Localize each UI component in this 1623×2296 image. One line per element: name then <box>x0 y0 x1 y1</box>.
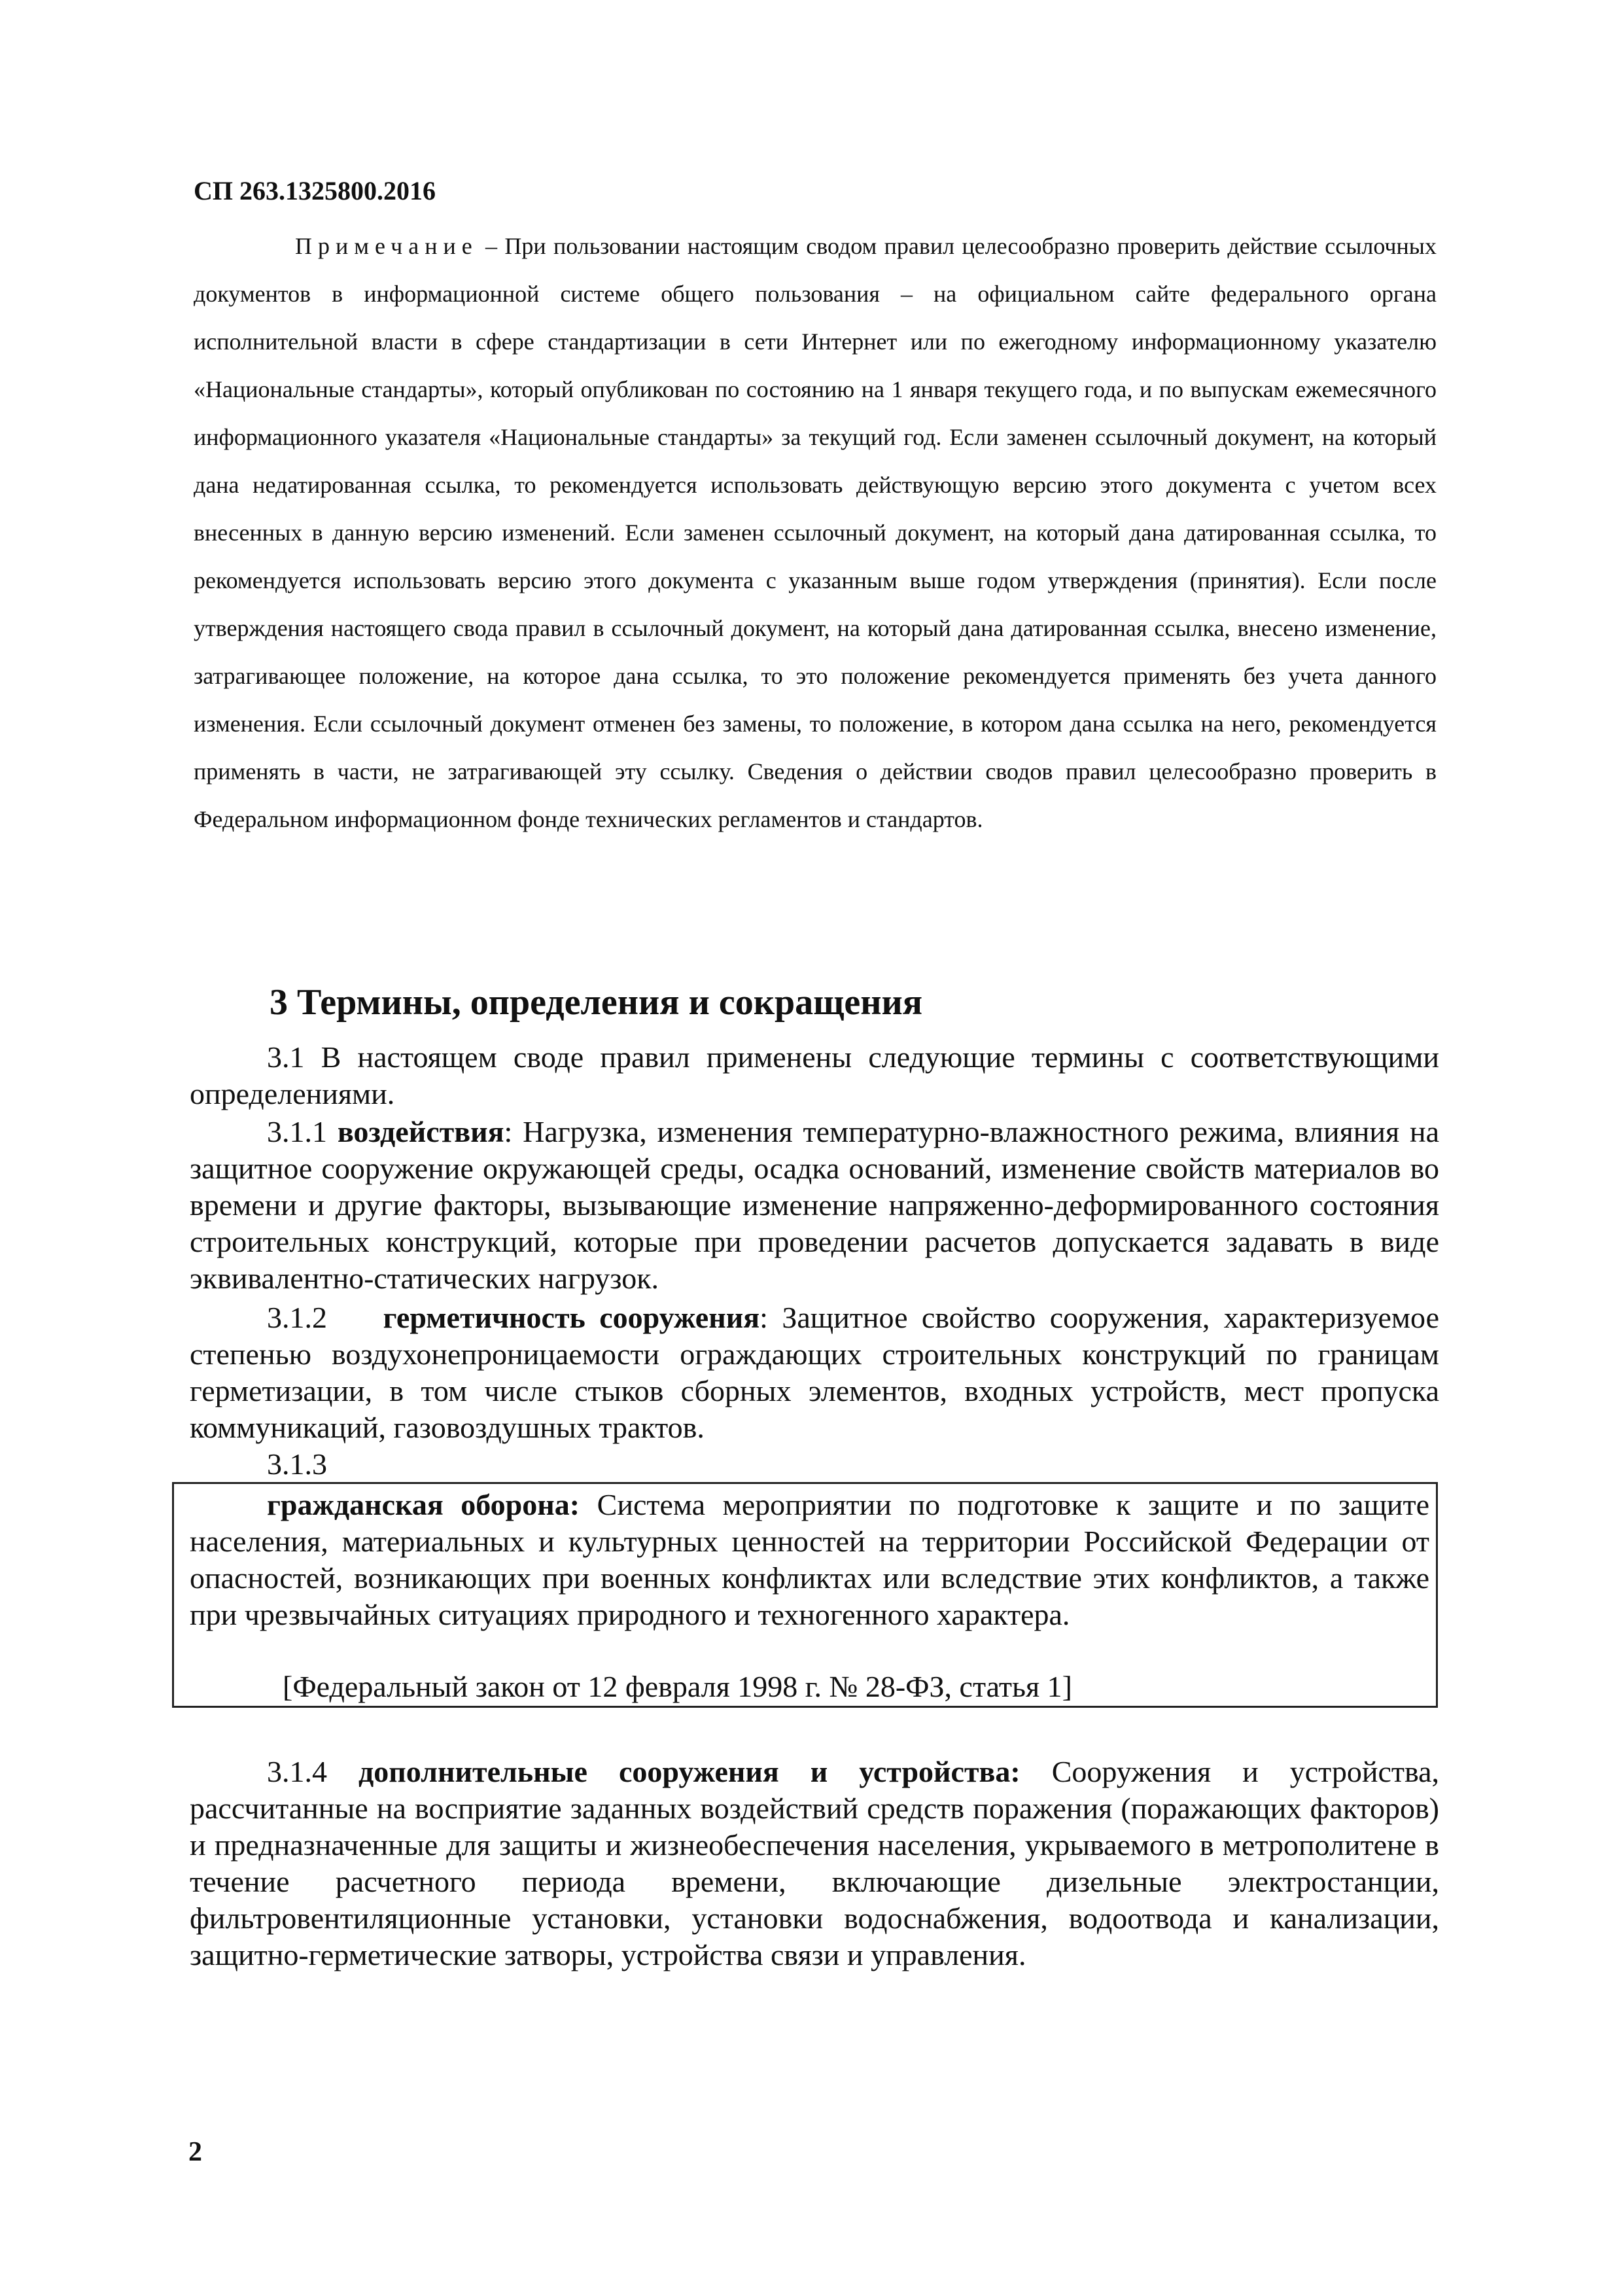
term: воздействия <box>337 1115 504 1148</box>
clause-3-1-2 <box>190 1299 1439 1446</box>
note-label: Примечание <box>295 233 478 259</box>
clause-number: 3.1.2 <box>267 1301 327 1334</box>
definition-text: Защитное свойство сооружения, характеризуемое степенью воздухонепроницаемости ограждающих строительных конструкций по границам герметизации, в том числе стыков сборных элементов, входных устройств, мест пропуска коммуникаций, газовоздушных трактов. <box>190 1301 1440 1444</box>
definition-text: Система мероприятии по подготовке к защите и по защите населения, материальных и культурных ценностей на территории Российской Федерации от опасностей, возникающих при военных конфликтах или вследствие этих конфликтов, а также при чрезвычайных ситуациях природного и техногенного характера. <box>190 1488 1429 1631</box>
clause-text: В настоящем своде правил применены следующие термины с соответствующими определениями. <box>190 1040 1439 1110</box>
note-paragraph <box>194 222 1437 843</box>
note-text: При пользовании настоящим сводом правил целесообразно проверить действие ссылочных документов в информационной системе общего пользования – на официальном сайте федерального органа исполнительной власти в сфере стандартизации в сети Интернет или по ежегодному информационному указателю «Национальные стандарты», который опубликован по состоянию на 1 января текущего года, и по выпускам ежемесячного информационного указателя «Национальные стандарты» за текущий год. Если заменен ссылочный документ, на который дана недатированная ссылка, то рекомендуется использовать действующую версию этого документа с учетом всех внесенных в данную версию изменений. Если заменен ссылочный документ, на который дана датированная ссылка, то рекомендуется использовать версию этого документа с указанным выше годом утверждения (принятия). Если после утверждения настоящего свода правил в ссылочный документ, на который дана датированная ссылка, внесено изменение, затрагивающее положение, на которое дана ссылка, то это положение рекомендуется применять без учета данного изменения. Если ссылочный документ отменен без замены, то положение, в котором дана ссылка на него, рекомендуется применять в части, не затрагивающей эту ссылку. Сведения о действии сводов правил целесообразно проверить в Федеральном информационном фонде технических регламентов и стандартов. <box>194 233 1437 832</box>
clause-3-1-1 <box>190 1114 1439 1297</box>
term: герметичность сооружения <box>383 1301 760 1334</box>
term-colon: : <box>759 1301 782 1334</box>
section-title: 3 Термины, определения и сокращения <box>270 982 923 1023</box>
clause-number: 3.1.1 <box>267 1115 327 1148</box>
source-reference: [Федеральный закон от 12 февраля 1998 г. № 28-ФЗ, статья 1] <box>283 1670 1072 1703</box>
clause-3-1-4 <box>190 1754 1439 1973</box>
clause-3-1 <box>190 1039 1439 1112</box>
clause-3-1-3 <box>190 1487 1429 1633</box>
term: гражданская оборона: <box>267 1488 580 1521</box>
clause-3-1-3-number: 3.1.3 <box>267 1447 327 1481</box>
page-number: 2 <box>188 2137 202 2167</box>
term-colon: : <box>504 1115 523 1148</box>
note-dash: – <box>478 233 505 259</box>
definition-text: Сооружения и устройства, рассчитанные на восприятие заданных воздействий средств поражения (поражающих факторов) и предназначенные для защиты и жизнеобеспечения населения, укрываемого в метрополитене в течение расчетного периода времени, включающие дизельные электростанции, фильтровентиляционные установки, установки водоснабжения, водоотвода и канализации, защитно-герметические затворы, устройства связи и управления. <box>190 1755 1440 1971</box>
term: дополнительные сооружения и устройства: <box>358 1755 1021 1788</box>
clause-number: 3.1.4 <box>267 1755 327 1788</box>
document-code: СП 263.1325800.2016 <box>194 176 436 205</box>
clause-number: 3.1 <box>267 1040 305 1074</box>
definition-text: Нагрузка, изменения температурно-влажностного режима, влияния на защитное сооружение окружающей среды, осадка оснований, изменение свойств материалов во времени и другие факторы, вызывающие изменение напряженно-деформированного состояния строительных конструкций, которые при проведении расчетов допускается задавать в виде эквивалентно-статических нагрузок. <box>190 1115 1440 1295</box>
